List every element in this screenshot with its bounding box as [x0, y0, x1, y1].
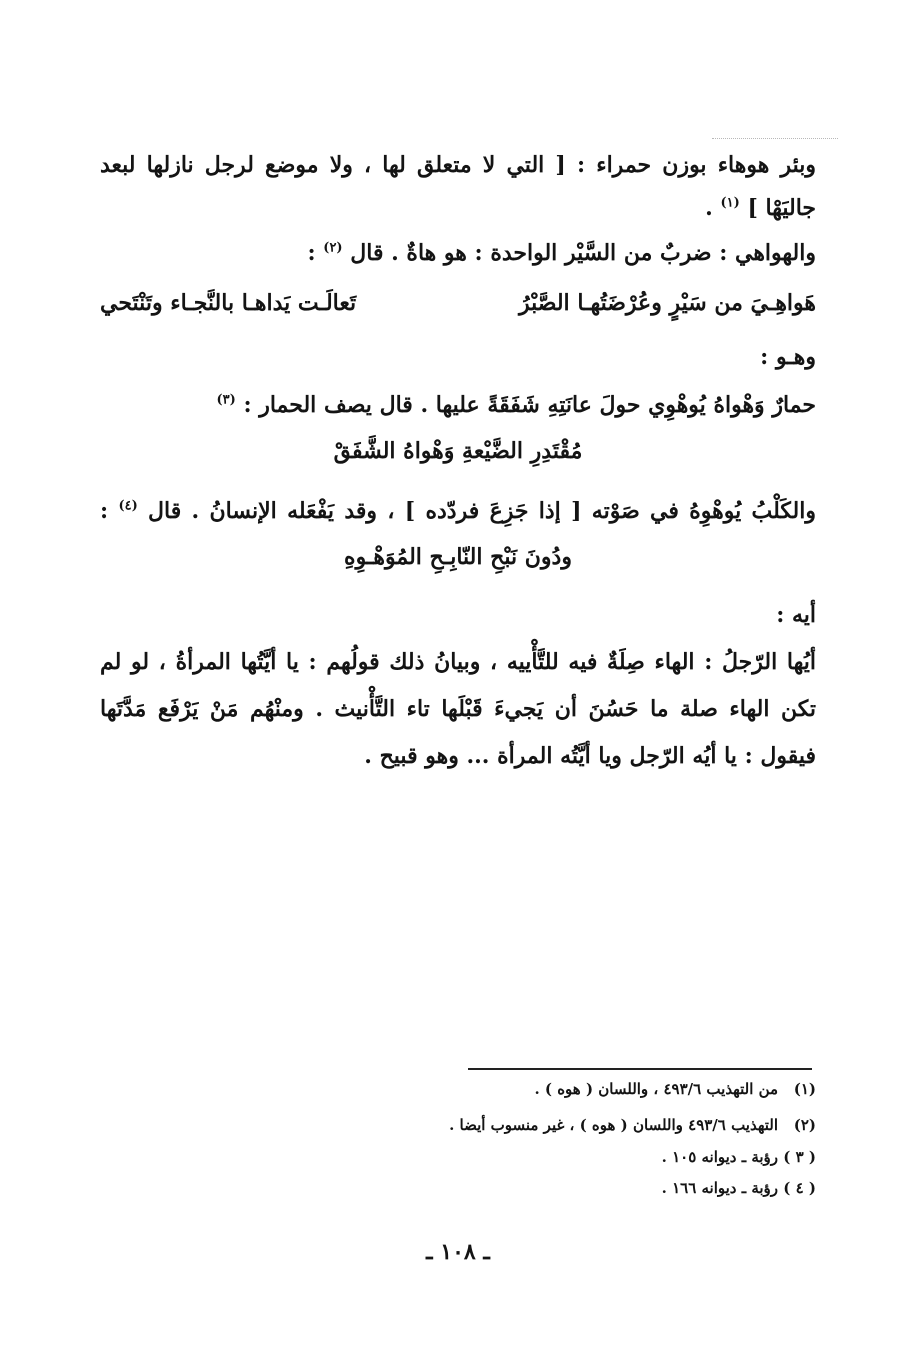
body-line-13: فيقول : يا أيُه الرّجل ويا أيَّتُه المرأة ... وهو قبيح .	[364, 743, 816, 769]
top-dotted-rule	[712, 138, 838, 139]
footnote-3	[662, 1146, 816, 1168]
footnote-ref-4[interactable]: (٤)	[118, 498, 138, 514]
body-line-3	[308, 238, 817, 268]
footnote-ref-1[interactable]: (١)	[720, 195, 740, 211]
footnote-number: (١)	[793, 1080, 816, 1098]
body-line-2-end: .	[705, 195, 721, 221]
body-line-6	[216, 390, 816, 420]
footnote-1	[534, 1078, 816, 1100]
body-line-6-text: حمارٌ وَهْواهُ يُوهْوِي حولَ عانَتِهِ شَفَقَةً عليها . قال يصف الحمار :	[243, 392, 816, 418]
footnote-2	[449, 1114, 816, 1136]
body-line-3-text: والهواهي : ضربٌ من السَّيْر الواحدة : هو هاةٌ . قال	[350, 240, 816, 266]
verse-2: مُقْتَدِرِ الضَّيْعةِ وَهْواهُ الشَّفَقْ	[333, 438, 583, 464]
body-line-8-end: :	[100, 498, 119, 524]
footnote-4	[662, 1177, 816, 1199]
verse-1-hemistich-left: تَعالَـت يَداهـا بالنَّجـاء وتَنْتَحي	[100, 290, 357, 316]
body-line-12: تكن الهاء صلة ما حَسُنَ أن يَجيءَ قَبْلَها تاء التَّأْنيث . ومنْهُم مَنْ يَرْفَع مَدَّتَها	[100, 696, 816, 722]
body-line-1: وبئر هوهاء بوزن حمراء : [ التي لا متعلق لها ، ولا موضع لرجل نازلها لبعد	[100, 152, 816, 178]
section-heading: أيه :	[776, 602, 816, 628]
footnote-text: التهذيب ٤٩٣/٦ واللسان ( هوه ) ، غير منسوب أيضا .	[449, 1116, 779, 1134]
footnote-number: ( ٣ )	[783, 1148, 816, 1166]
body-line-8-text: والكَلْبُ يُوهْوِهُ في صَوْته [ إذا جَزِعَ فردّده ] ، وقد يَفْعَله الإنسانُ . قال	[148, 498, 816, 524]
body-line-3-end: :	[307, 240, 324, 266]
footnote-text: رؤبة ـ ديوانه ١٠٥ .	[661, 1148, 779, 1166]
footnote-separator	[468, 1068, 812, 1070]
footnote-text: رؤبة ـ ديوانه ١٦٦ .	[661, 1179, 779, 1197]
body-line-8	[100, 496, 816, 526]
page-number: ـ ١٠٨ ـ	[426, 1239, 490, 1265]
body-line-2	[705, 193, 816, 223]
verse-1-hemistich-right: هَواهِـيَ من سَيْرٍ وعُرْضَتُهـا الصَّبْرُ	[518, 290, 816, 316]
body-line-5: وهـو :	[760, 344, 816, 370]
footnote-ref-3[interactable]: (٣)	[216, 392, 236, 408]
body-line-2-text: جاليَهْا ]	[747, 195, 816, 221]
verse-3: ودُونَ نَبْحِ النّابِـحِ المُوَهْـوِهِ	[344, 544, 572, 570]
footnote-text: من التهذيب ٤٩٣/٦ ، واللسان ( هوه ) .	[534, 1080, 779, 1098]
footnote-number: ( ٤ )	[783, 1179, 816, 1197]
footnote-number: (٢)	[793, 1116, 816, 1134]
footnote-ref-2[interactable]: (٢)	[323, 240, 343, 256]
body-line-11: أيُها الرّجلُ : الهاء صِلَةٌ فيه للتَّأْييه ، وبيانُ ذلك قولُهم : يا أيَّتُها المرأةُ ، لو لم	[100, 649, 816, 675]
